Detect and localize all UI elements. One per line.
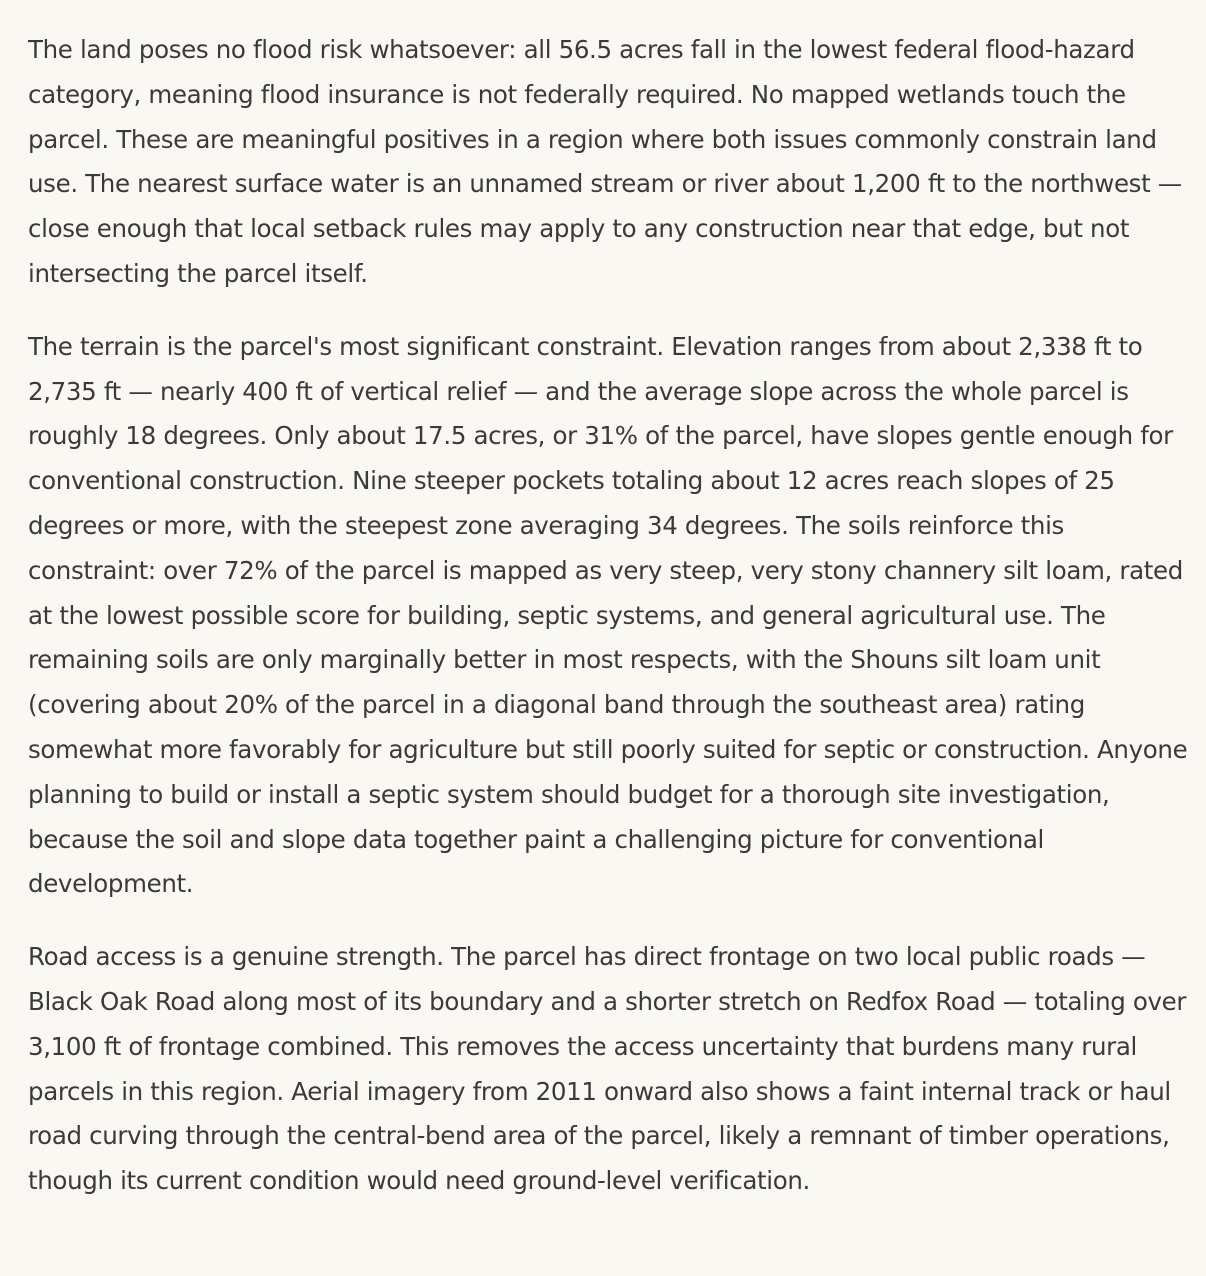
- paragraph-road-access: Road access is a genuine strength. The parcel has direct frontage on two local public roads — Black Oak Road along most of its boundary and a shorter stretch on Redfox Road — totaling over 3,100 ft of frontage combined. This removes the access uncertainty that burdens many rural parcels in this region. Aerial imagery from 2011 onward also shows a faint internal track or haul road curving through the central-bend area of the parcel, likely a remnant of timber operations, though its current condition would need ground-level verification.: [28, 942, 1187, 1196]
- paragraph-flood-risk: The land poses no flood risk whatsoever: all 56.5 acres fall in the lowest federal flood-hazard category, meaning flood insurance is not federally required. No mapped wetlands touch the parcel. These are meaningful positives in a region where both issues commonly constrain land use. The nearest surface water is an unnamed stream or river about 1,200 ft to the northwest — close enough that local setback rules may apply to any construction near that edge, but not intersecting the parcel itself.: [28, 35, 1182, 288]
- document-body: [28, 28, 1188, 1232]
- paragraph-terrain: The terrain is the parcel's most significant constraint. Elevation ranges from about 2,338 ft to 2,735 ft — nearly 400 ft of vertical relief — and the average slope across the whole parcel is roughly 18 degrees. Only about 17.5 acres, or 31% of the parcel, have slopes gentle enough for conventional construction. Nine steeper pockets totaling about 12 acres reach slopes of 25 degrees or more, with the steepest zone averaging 34 degrees. The soils reinforce this constraint: over 72% of the parcel is mapped as very steep, very stony channery silt loam, rated at the lowest possible score for building, septic systems, and general agricultural use. The remaining soils are only marginally better in most respects, with the Shouns silt loam unit (covering about 20% of the parcel in a diagonal band through the southeast area) rating somewhat more favorably for agriculture but still poorly suited for septic or construction. Anyone planning to build or install a septic system should budget for a thorough site investigation, because the soil and slope data together paint a challenging picture for conventional development.: [28, 331, 1188, 899]
